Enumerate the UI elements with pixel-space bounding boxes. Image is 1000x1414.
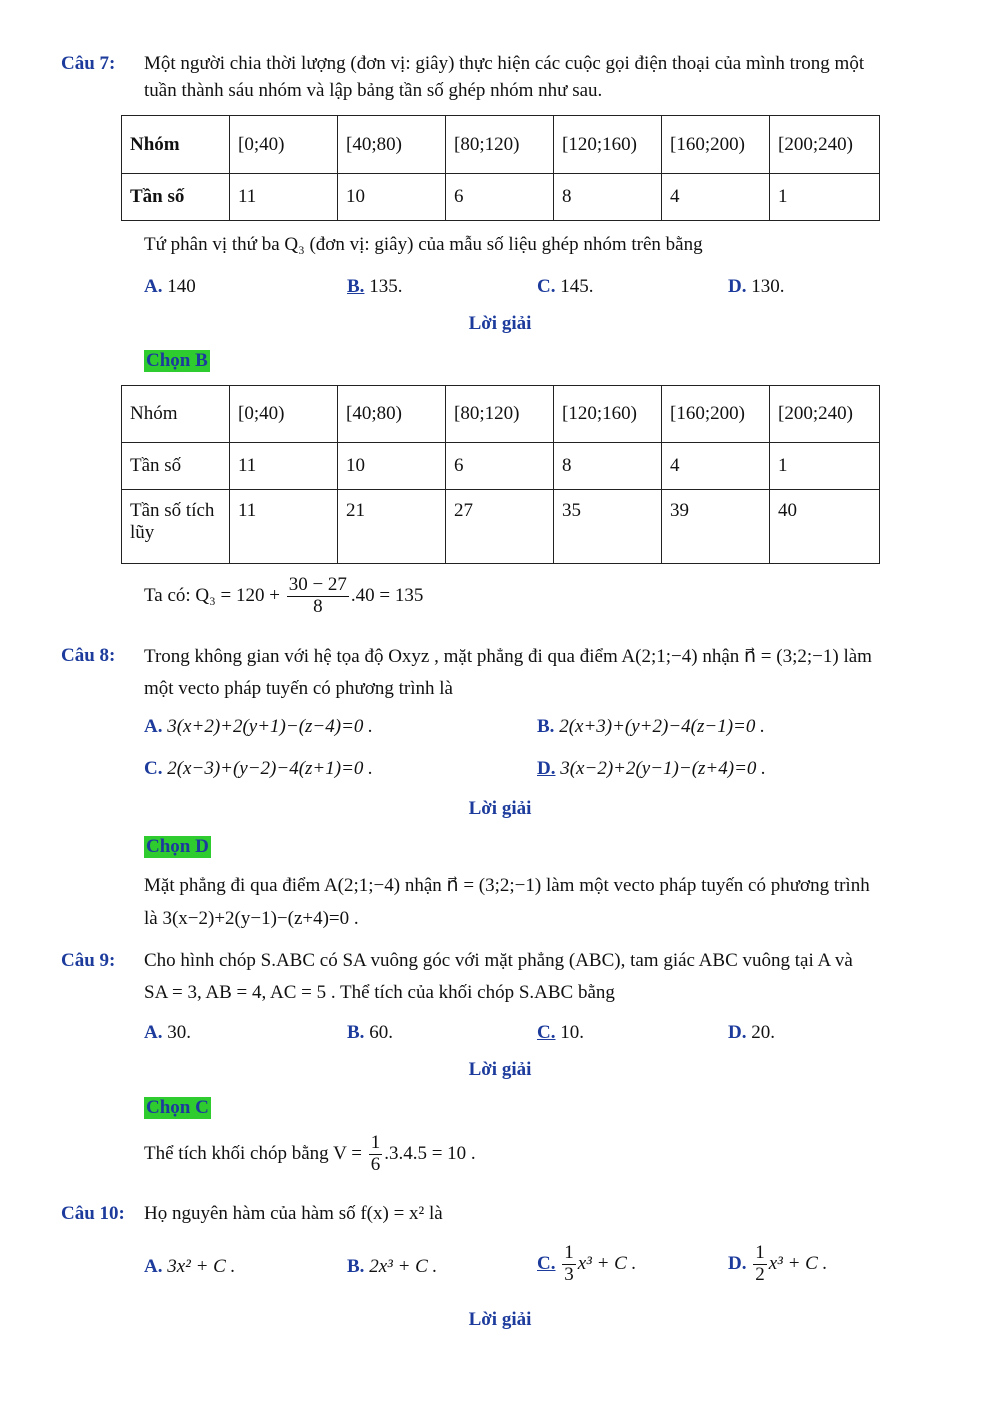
table-cell: 21 [338,490,446,564]
question-7-prompt: Tứ phân vị thứ ba Q₃ (đơn vị: giây) của mẫu số liệu ghép nhóm trên bằng [144,234,703,255]
option-c: C. 145. [537,276,594,297]
table-cell: 1 [770,443,880,490]
option-c: C. 10. [537,1022,584,1043]
option-d: D. 3(x−2)+2(y−1)−(z+4)=0 . [537,758,766,779]
table-cell: 8 [554,174,662,221]
solution-9-formula: Thể tích khối chóp bằng V = $\frac{1}{6}$ .3.4.5 = 10 . [144,1132,476,1175]
table-row [122,443,880,490]
solution-heading: Lời giải [468,1059,532,1080]
table-cell: 6 [446,443,554,490]
answer-badge: Chọn D [146,836,209,857]
question-8-text-line2: một vecto pháp tuyến có phương trình là [144,678,453,699]
option-d: D. 130. [728,276,785,297]
solution-cumulative-table [121,385,880,564]
table-cell: Nhóm [122,386,230,443]
option-c: C. $\frac{1}{3}$ x³ + C . [537,1242,637,1285]
question-7-text-line1: Một người chia thời lượng (đơn vị: giây) thực hiện các cuộc gọi điện thoại của mình trong một [144,53,865,74]
fraction: $\frac{1}{3}$ [564,1242,574,1285]
table-cell: [0;40) [230,386,338,443]
table-cell: [80;120) [446,116,554,174]
table-cell: [40;80) [338,116,446,174]
table-cell: 4 [662,443,770,490]
question-9-text-line2: SA = 3, AB = 4, AC = 5 . Thể tích của khối chóp S.ABC bằng [144,982,615,1003]
table-cell: 10 [338,443,446,490]
table-cell: [200;240) [770,116,880,174]
solution-8-line1: Mặt phẳng đi qua điểm A(2;1;−4) nhận n⃗ = (3;2;−1) làm một vecto pháp tuyến có phương trình [144,875,870,896]
question-8-label: Câu 8: [61,645,116,666]
option-a: A. 30. [144,1022,191,1043]
table-cell: Nhóm [122,116,230,174]
table-cell: Tần số [122,174,230,221]
table-row [122,490,880,564]
solution-heading: Lời giải [468,1309,532,1330]
table-cell: [200;240) [770,386,880,443]
option-a: A. 140 [144,276,196,297]
table-cell: [80;120) [446,386,554,443]
question-8-text-line1: Trong không gian với hệ tọa độ Oxyz , mặt phẳng đi qua điểm A(2;1;−4) nhận n⃗ = (3;2;−1) làm [144,646,872,667]
table-cell: 8 [554,443,662,490]
option-b: B. 2(x+3)+(y+2)−4(z−1)=0 . [537,716,765,737]
option-a: A. 3x² + C . [144,1256,236,1277]
table-cell: 11 [230,443,338,490]
table-cell: 11 [230,174,338,221]
fraction: $\frac{1}{6}$ [370,1132,381,1175]
answer-badge: Chọn B [146,350,208,371]
table-cell: Tần số [122,443,230,490]
table-row [122,174,880,221]
option-b: B. 2x³ + C . [347,1256,438,1277]
table-cell: 6 [446,174,554,221]
question-10-text: Họ nguyên hàm của hàm số f(x) = x² là [144,1203,443,1224]
table-cell: [160;200) [662,116,770,174]
table-cell: 4 [662,174,770,221]
table-cell: 35 [554,490,662,564]
option-d: D. $\frac{1}{2}$ x³ + C . [728,1242,828,1285]
question-9-label: Câu 9: [61,950,116,971]
question-7-frequency-table [121,115,880,221]
solution-7-formula: Ta có: Q₃ = 120 + $\frac{30 - 27}{8}$ .40 = 135 [144,574,424,617]
table-cell: 40 [770,490,880,564]
table-cell: 1 [770,174,880,221]
table-cell: [120;160) [554,116,662,174]
option-b: B. 60. [347,1022,393,1043]
question-9-text-line1: Cho hình chóp S.ABC có SA vuông góc với mặt phẳng (ABC), tam giác ABC vuông tại A và [144,950,853,971]
table-row [122,386,880,443]
table-cell: [160;200) [662,386,770,443]
table-cell: Tần số tích lũy [122,490,230,564]
option-c: C. 2(x−3)+(y−2)−4(z+1)=0 . [144,758,373,779]
answer-badge: Chọn C [146,1097,209,1118]
table-cell: [120;160) [554,386,662,443]
fraction: $\frac{1}{2}$ [755,1242,765,1285]
option-a: A. 3(x+2)+2(y+1)−(z−4)=0 . [144,716,373,737]
table-cell: 39 [662,490,770,564]
table-cell: [40;80) [338,386,446,443]
table-row [122,116,880,174]
table-cell: 11 [230,490,338,564]
question-7-text-line2: tuần thành sáu nhóm và lập bảng tần số ghép nhóm như sau. [144,80,603,101]
table-cell: [0;40) [230,116,338,174]
table-cell: 27 [446,490,554,564]
solution-8-line2: là 3(x−2)+2(y−1)−(z+4)=0 . [144,908,359,929]
solution-heading: Lời giải [468,313,532,334]
question-7-label: Câu 7: [61,53,116,74]
question-10-label: Câu 10: [61,1203,125,1224]
option-d: D. 20. [728,1022,775,1043]
table-cell: 10 [338,174,446,221]
solution-heading: Lời giải [468,798,532,819]
option-b: B. 135. [347,276,403,297]
fraction: $\frac{30 - 27}{8}$ [288,574,347,617]
